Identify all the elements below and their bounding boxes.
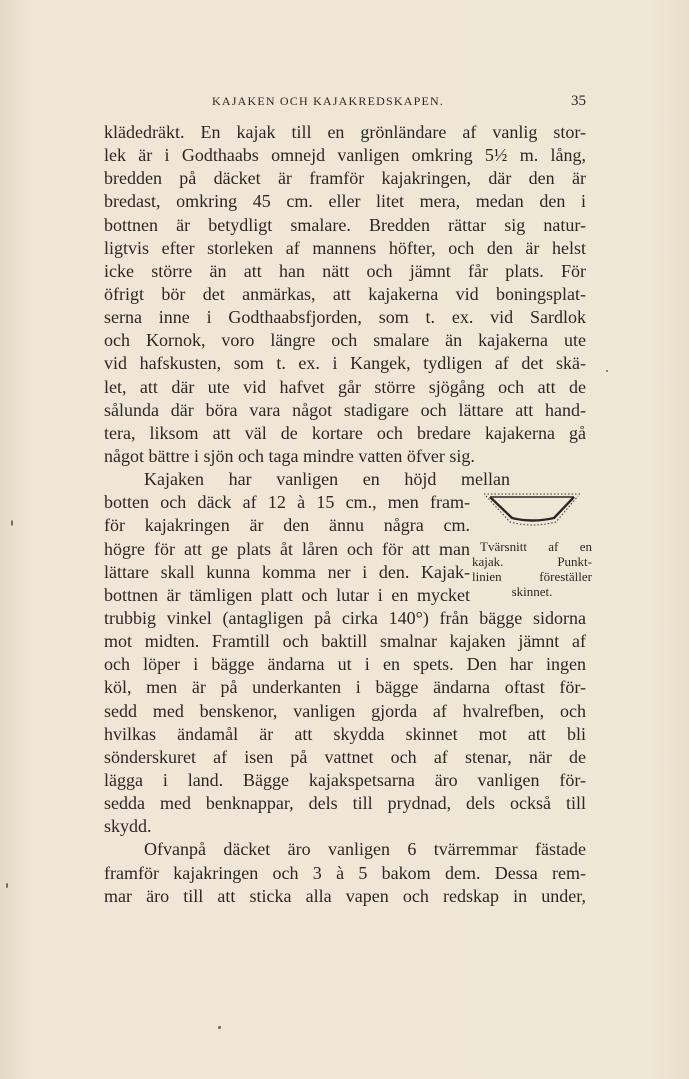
text-line: vid hafskusten, som t. ex. i Kangek, tydligen af det skä-	[104, 353, 586, 374]
paper-speck	[606, 370, 608, 372]
text-line: let, att där ute vid hafvet går större sjögång och att de	[104, 376, 586, 397]
text-line: tera, liksom att väl de kortare och bredare kajakerna gå	[104, 422, 586, 443]
text-line: serna inne i Godthaabsfjorden, som t. ex. vid Sardlok	[104, 307, 586, 328]
text-line: lägga i land. Bägge kajakspetsarna äro vanligen för-	[104, 769, 586, 790]
text-line: hvilkas ändamål är att skydda skinnet mot att bli	[104, 723, 586, 744]
paper-speck	[6, 883, 8, 888]
kayak-cross-section-illustration	[480, 484, 584, 534]
text-line: köl, men är på underkanten i bägge ändarna oftast för-	[104, 677, 586, 698]
hull-frame	[490, 497, 574, 521]
text-line: bottnen är betydligt smalare. Bredden rättar sig natur-	[104, 214, 586, 235]
text-line: för kajakringen är den ännu några cm.	[104, 515, 470, 536]
figure-caption	[472, 539, 592, 599]
text-line: trubbig vinkel (antagligen på cirka 140°) från bägge sidorna	[104, 607, 586, 628]
text-line: klädedräkt. En kajak till en grönländare af vanlig stor-	[104, 122, 586, 142]
text-line: och löper i bägge ändarna ut i en spets. Den har ingen	[104, 654, 586, 675]
text-line: icke större än att han nätt och jämnt får plats. För	[104, 260, 586, 281]
text-line: lek är i Godthaabs omnejd vanligen omkring 5½ m. lång,	[104, 145, 586, 166]
page-header	[104, 94, 586, 114]
caption-line: linien föreställer	[472, 569, 592, 584]
text-line: Ofvanpå däcket äro vanligen 6 tvärremmar fästade	[144, 839, 586, 860]
page-number: 35	[571, 93, 586, 109]
text-line: sedd med benskenor, vanligen gjorda af hvalrefben, och	[104, 700, 586, 721]
text-line: bredast, omkring 45 cm. eller litet mera, medan den i	[104, 191, 586, 212]
text-line: sedda med benknappar, dels till prydnad, dels också till	[104, 793, 586, 814]
text-line: mot midten. Framtill och baktill smalnar kajaken jämnt af	[104, 631, 586, 652]
text-line: mar äro till att sticka alla vapen och redskap in under,	[104, 885, 586, 906]
caption-line: skinnet.	[511, 584, 553, 599]
running-title: KAJAKEN OCH KAJAKREDSKAPEN.	[212, 94, 445, 108]
text-line: öfrigt bör det anmärkas, att kajakerna vid boningsplat-	[104, 283, 586, 304]
caption-line: kajak. Punkt-	[472, 554, 592, 569]
text-line: och Kornok, voro längre och smalare än kajakerna ute	[104, 330, 586, 351]
text-line: ligtvis efter storleken af mannens höfter, och den är helst	[104, 237, 586, 258]
text-line: sålunda där böra vara något stadigare och lättare att hand-	[104, 399, 586, 420]
text-line: högre för att ge plats åt låren och för att man	[104, 538, 470, 559]
paper-speck	[11, 520, 13, 526]
text-line: lättare skall kunna komma ner i den. Kajak-	[104, 561, 470, 582]
text-line: bottnen är tämligen platt och lutar i en mycket	[104, 584, 470, 605]
text-line: botten och däck af 12 à 15 cm., men fram-	[104, 492, 470, 513]
caption-line: Tvärsnitt af en	[480, 539, 592, 554]
text-line: skydd.	[104, 816, 152, 837]
kayak-cross-section-figure	[472, 484, 592, 612]
text-line: något bättre i sjön och taga mindre vatten öfver sig.	[104, 445, 475, 466]
text-line: framför kajakringen och 3 à 5 bakom dem. Dessa rem-	[104, 862, 586, 883]
paper-speck	[218, 1026, 221, 1029]
text-line: sönderskuret af isen på vattnet och af stenar, när de	[104, 746, 586, 767]
text-line: bredden på däcket är framför kajakringen, där den är	[104, 168, 586, 189]
text-line: Kajaken har vanligen en höjd mellan	[144, 469, 510, 490]
